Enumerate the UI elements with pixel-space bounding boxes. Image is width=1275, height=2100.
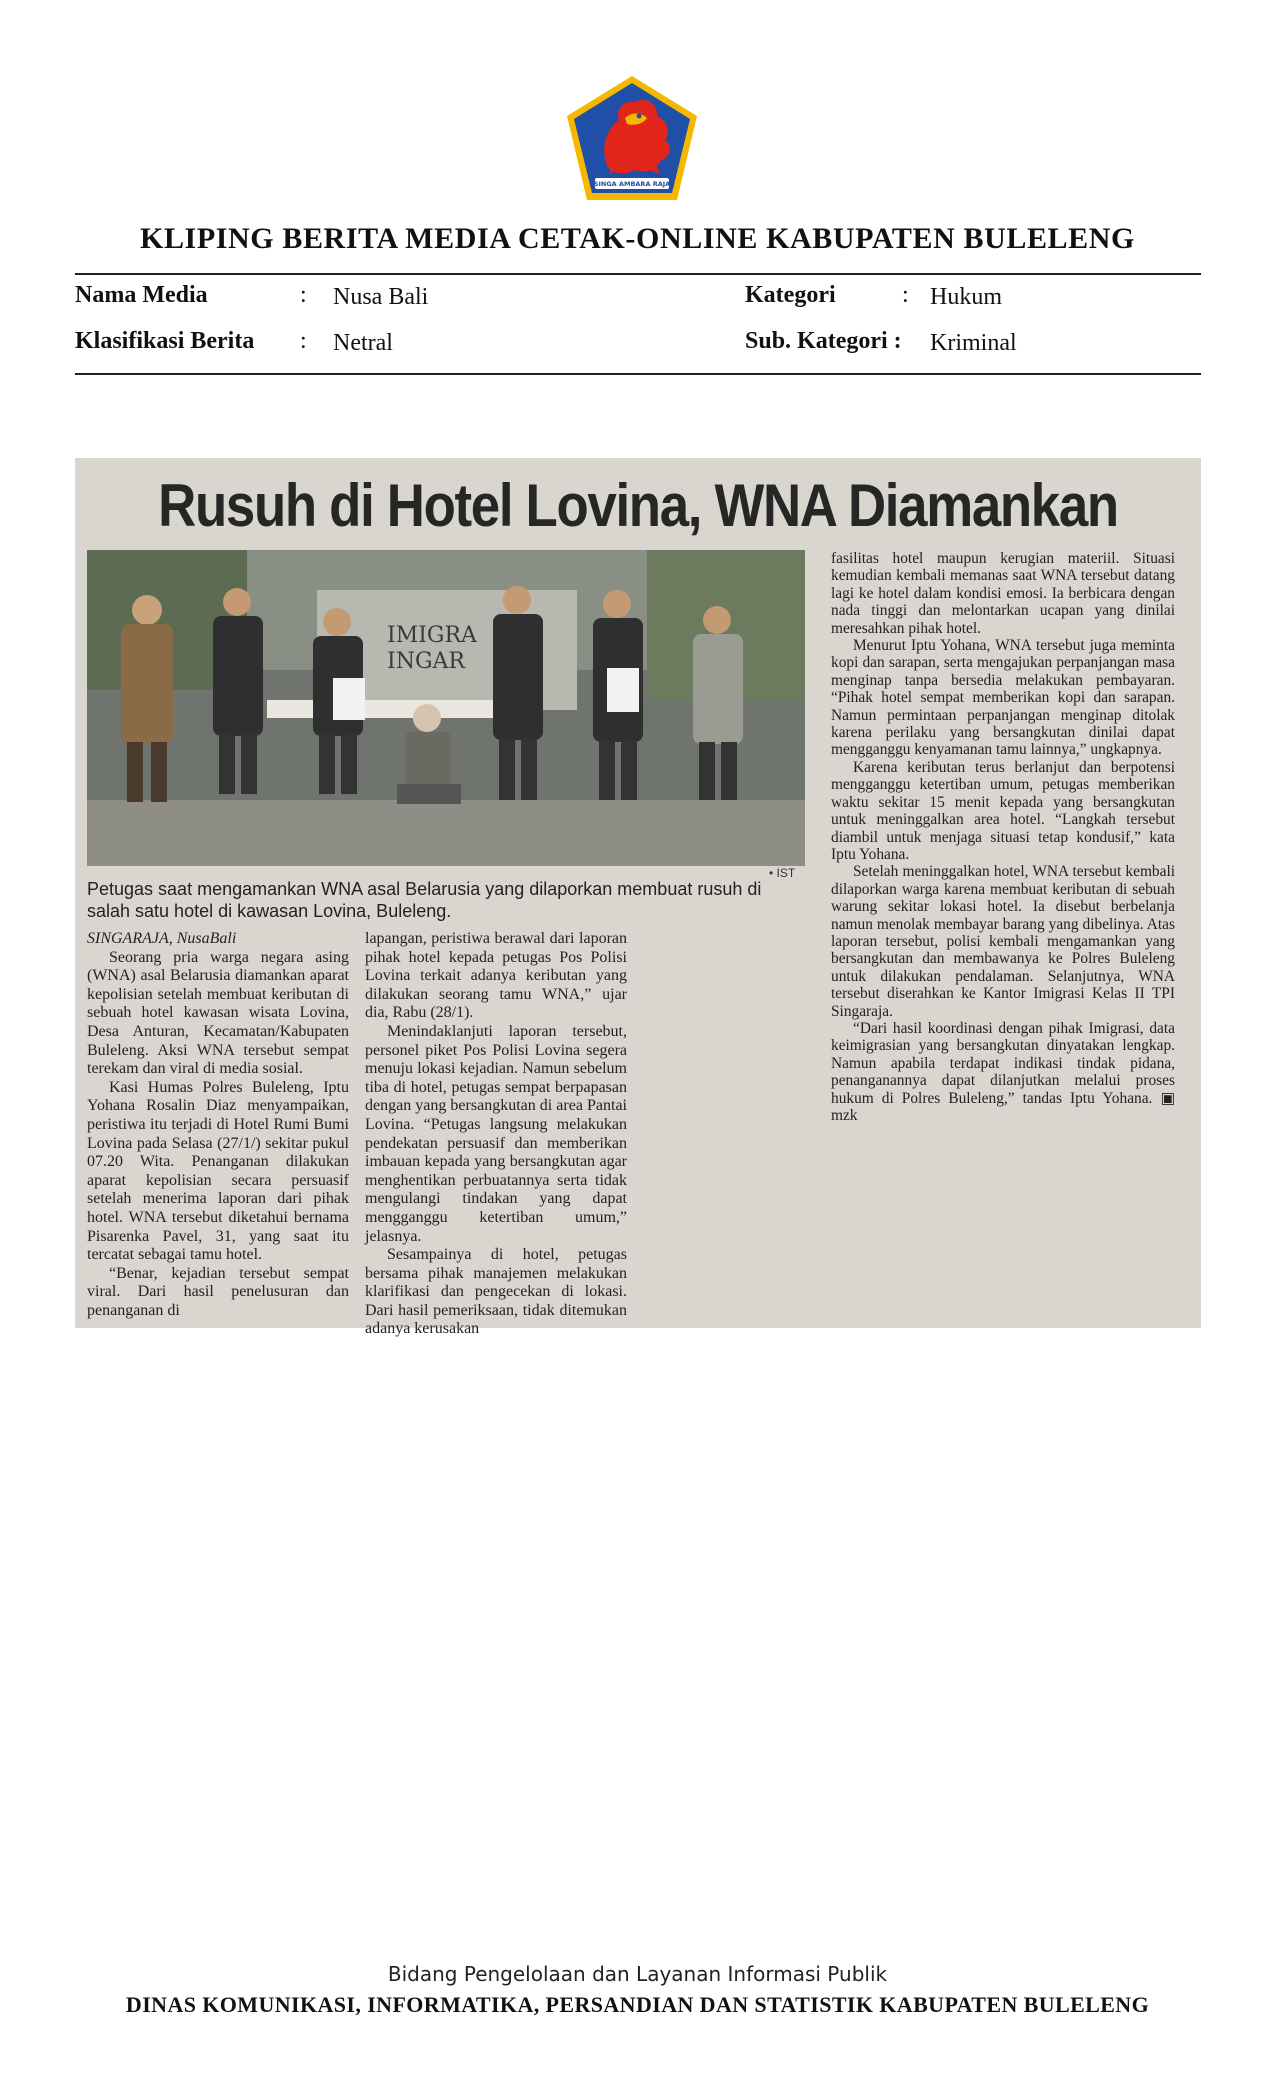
- meta-divider: [75, 373, 1201, 375]
- footer-agency: DINAS KOMUNIKASI, INFORMATIKA, PERSANDIAN DAN STATISTIK KABUPATEN BULELENG: [125, 1992, 1150, 2017]
- photo-sign-2: INGAR: [387, 649, 465, 674]
- klasifikasi-colon: :: [300, 328, 307, 354]
- article-paragraph: Kasi Humas Polres Buleleng, Iptu Yohana Rosalin Diaz menyampaikan, peristiwa itu terjadi di Hotel Rumi Bumi Lovina pada Selasa (27/1/) sekitar pukul 07.20 Wita. Penanganan dilakukan aparat kepolisian secara persuasif setelah menerima laporan dari pihak hotel. WNA tersebut diketahui bernama Pisarenka Pavel, 31, yang saat itu tercatat sebagai tamu hotel.: [87, 1078, 349, 1264]
- photo-sign-1: IMIGRA: [387, 623, 477, 648]
- article-paragraph: “Benar, kejadian tersebut sempat viral. Dari hasil penelusuran dan penanganan di: [87, 1264, 349, 1319]
- photo-credit: • IST: [769, 866, 796, 880]
- article-column-3: [831, 550, 1175, 1124]
- article-paragraph: fasilitas hotel maupun kerugian materiil. Situasi kemudian kembali memanas saat WNA tersebut datang lagi ke hotel dalam kondisi emosi. Ia berbicara dengan nada tinggi dan melontarkan ucapan yang dinilai meresahkan pihak hotel.: [831, 550, 1175, 637]
- photo-caption: Petugas saat mengamankan WNA asal Belarusia yang dilaporkan membuat rusuh di salah satu hotel di kawasan Lovina, Buleleng.: [87, 879, 762, 921]
- article-paragraph: Menindaklanjuti laporan tersebut, personel piket Pos Polisi Lovina segera menuju lokasi kejadian. Namun sebelum tiba di hotel, petugas sempat berpapasan dengan yang bersangkutan di area Pantai Lovina. “Petugas langsung melakukan pendekatan persuasif dan memberikan imbauan kepada yang bersangkutan agar menghentikan perbuatannya serta tidak mengulangi tindakan yang dapat mengganggu ketertiban umum,” jelasnya.: [365, 1022, 627, 1245]
- sub-kategori-label: Sub. Kategori :: [745, 328, 902, 354]
- article-headline: Rusuh di Hotel Lovina, WNA Diamankan: [158, 472, 1118, 539]
- sub-kategori-value: Kriminal: [930, 330, 1017, 356]
- kategori-label: Kategori: [745, 282, 836, 308]
- klasifikasi-value: Netral: [333, 330, 393, 356]
- nama-media-label: Nama Media: [75, 282, 208, 308]
- article-photo: [87, 550, 805, 866]
- nama-media-value: Nusa Bali: [333, 284, 429, 310]
- kategori-colon: :: [902, 282, 909, 308]
- article-paragraph: Karena keributan terus berlanjut dan berpotensi mengganggu ketertiban umum, petugas memberikan waktu sekitar 15 menit kepada yang bersangkutan untuk meninggalkan area hotel. “Langkah tersebut diambil untuk menjaga situasi tetap kondusif,” kata Iptu Yohana.: [831, 758, 1175, 863]
- article-column-2: [365, 930, 627, 1339]
- singa-ambara-raja-logo: [565, 74, 699, 202]
- newspaper-clipping: [75, 458, 1201, 1338]
- logo-text: SINGA AMBARA RAJA: [593, 180, 671, 188]
- footer-department: Bidang Pengelolaan dan Layanan Informasi Publik: [387, 1962, 888, 1986]
- article-dateline: SINGARAJA, NusaBali: [87, 930, 237, 947]
- article-paragraph: Seorang pria warga negara asing (WNA) asal Belarusia diamankan aparat kepolisian setelah membuat keributan di sebuah hotel kawasan wisata Lovina, Desa Anturan, Kecamatan/Kabupaten Buleleng. Aksi WNA tersebut sempat terekam dan viral di media sosial.: [87, 948, 349, 1078]
- article-column-1: [87, 930, 349, 1320]
- article-paragraph: Menurut Iptu Yohana, WNA tersebut juga meminta kopi dan sarapan, serta mengajukan perpanjangan masa menginap tanpa bersedia melakukan pembayaran. “Pihak hotel sempat memberikan kopi dan sarapan. Namun permintaan perpanjangan menginap ditolak karena perilaku yang bersangkutan dinilai dapat mengganggu kenyamanan tamu lainnya,” ungkapnya.: [831, 637, 1175, 759]
- article-paragraph: lapangan, peristiwa berawal dari laporan pihak hotel kepada petugas Pos Polisi Lovina terkait adanya keributan yang dilakukan seorang tamu WNA,” ujar dia, Rabu (28/1).: [365, 930, 627, 1022]
- article-paragraph: “Dari hasil koordinasi dengan pihak Imigrasi, data keimigrasian yang bersangkutan dinyatakan lengkap. Namun apabila terdapat indikasi tindak pidana, penanganannya dapat dilanjutkan melalui proses hukum di Polres Buleleng,” tandas Iptu Yohana. ▣ mzk: [831, 1019, 1175, 1124]
- article-paragraph: Sesampainya di hotel, petugas bersama pihak manajemen melakukan klarifikasi dan pengecekan di lokasi. Dari hasil pemeriksaan, tidak ditemukan adanya kerusakan: [365, 1246, 627, 1338]
- article-paragraph: Setelah meninggalkan hotel, WNA tersebut kembali dilaporkan warga karena membuat keributan di sebuah warung sekitar lokasi hotel. Ia disebut berbelanja namun menolak membayar barang yang dibelinya. Atas laporan tersebut, polisi kembali mengamankan yang bersangkutan dan membawanya ke Polres Buleleng untuk dilakukan pendalaman. Selanjutnya, WNA tersebut diserahkan ke Kantor Imigrasi Kelas II TPI Singaraja.: [831, 863, 1175, 1020]
- top-divider: [75, 273, 1201, 275]
- page-title: KLIPING BERITA MEDIA CETAK-ONLINE KABUPATEN BULELENG: [140, 222, 1135, 255]
- kategori-value: Hukum: [930, 284, 1002, 310]
- klasifikasi-label: Klasifikasi Berita: [75, 328, 255, 354]
- nama-media-colon: :: [300, 282, 307, 308]
